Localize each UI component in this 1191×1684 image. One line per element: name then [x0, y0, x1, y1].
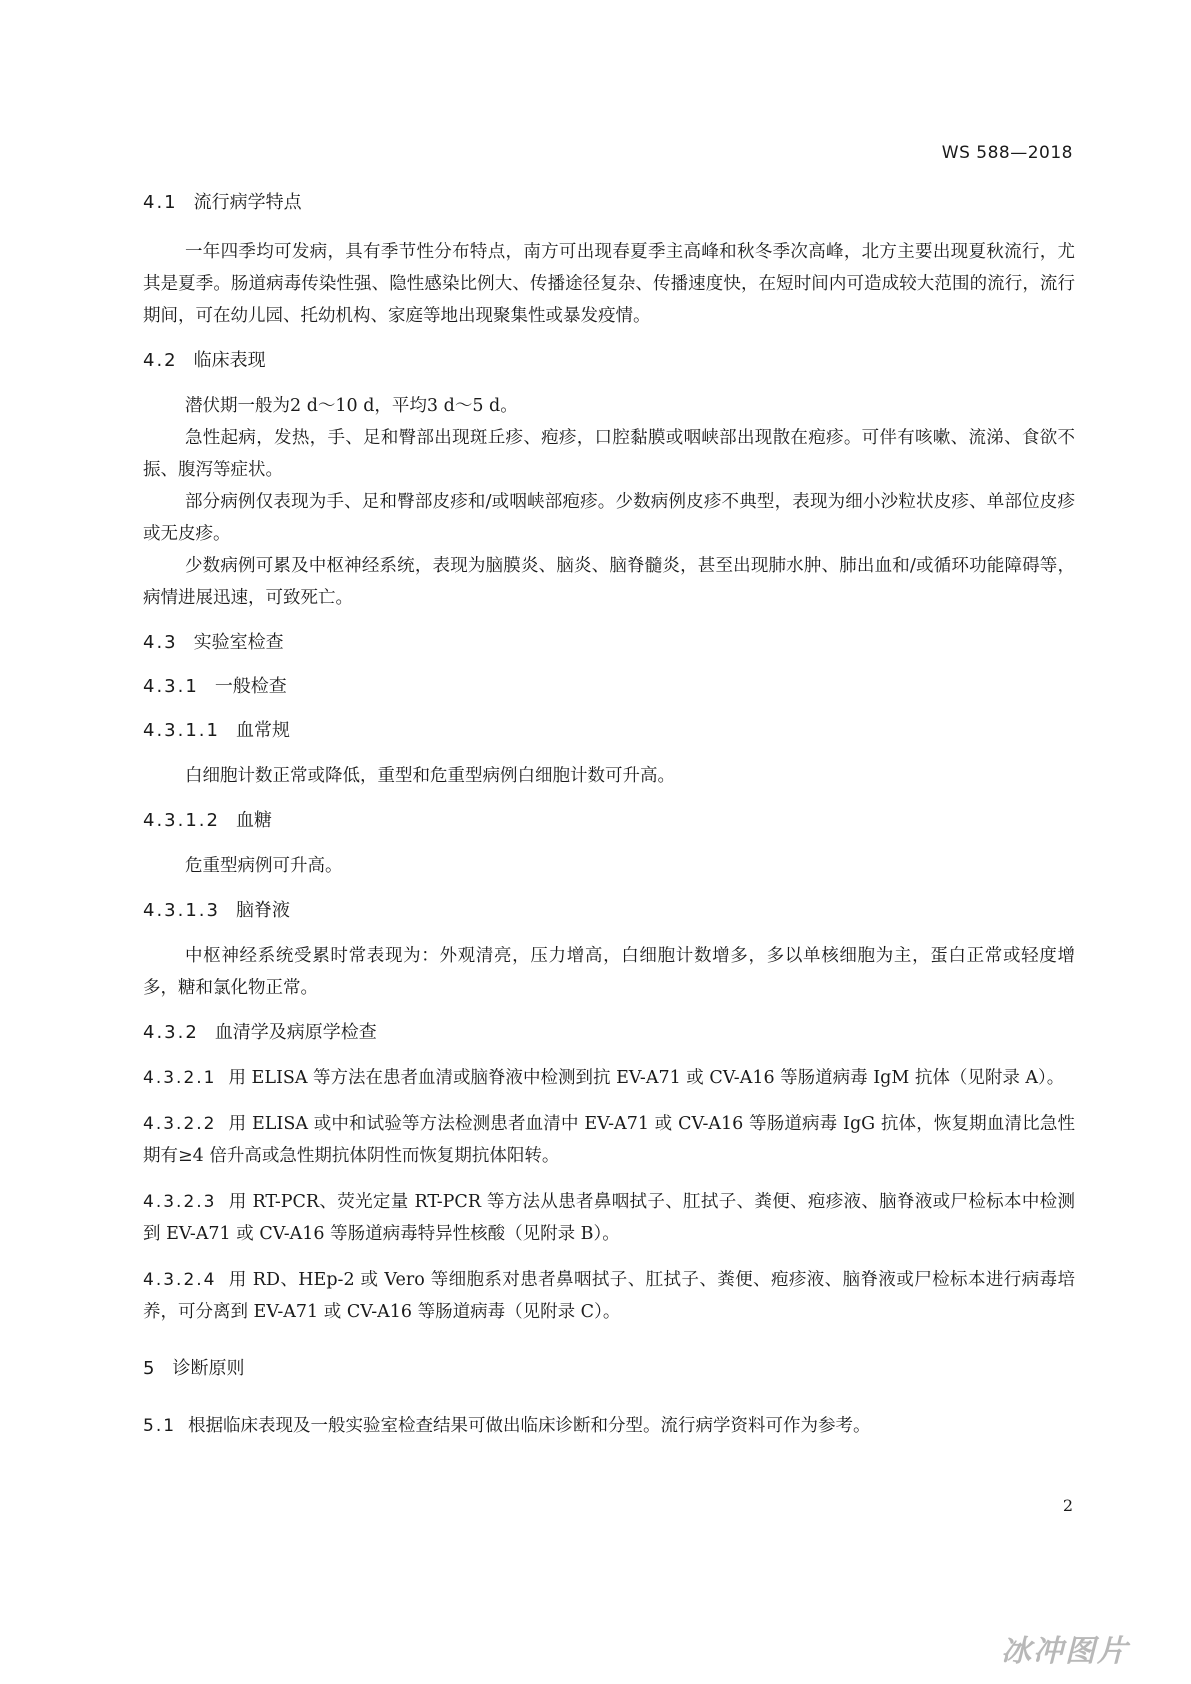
clause-number: 4.3.2.1: [143, 1068, 217, 1088]
section-title: 实验室检查: [193, 632, 284, 653]
document-content: [143, 188, 1075, 1442]
section-title: 血清学及病原学检查: [214, 1022, 377, 1043]
paragraph: 危重型病例可升高。: [185, 856, 343, 876]
section-heading-4-3: [143, 628, 1075, 658]
watermark: 冰冲图片: [1001, 1634, 1129, 1669]
clause-text: 用 RT-PCR、荧光定量 RT-PCR 等方法从患者鼻咽拭子、肛拭子、粪便、疱疹液、脑脊液或尸检标本中检测到 EV-A71 或 CV-A16 等肠道病毒特异性核酸（见附录 B）。: [143, 1192, 1075, 1244]
paragraph: 一年四季均可发病，具有季节性分布特点，南方可出现春夏季主高峰和秋冬季次高峰，北方主要出现夏秋流行，尤其是夏季。肠道病毒传染性强、隐性感染比例大、传播途径复杂、传播速度快，在短时间内可造成较大范围的流行，流行期间，可在幼儿园、托幼机构、家庭等地出现聚集性或暴发疫情。: [143, 242, 1075, 326]
paragraph: 白细胞计数正常或降低，重型和危重型病例白细胞计数可升高。: [185, 766, 675, 786]
numbered-clause-4-3-2-3: [143, 1186, 1075, 1250]
section-heading-4-3-2: [143, 1018, 1075, 1048]
section-number: 4.3.1: [143, 676, 199, 697]
paragraph: 急性起病，发热，手、足和臀部出现斑丘疹、疱疹，口腔黏膜或咽峡部出现散在疱疹。可伴有咳嗽、流涕、食欲不振、腹泻等症状。: [143, 428, 1075, 480]
section-number: 4.1: [143, 192, 178, 213]
section-number: 4.3.2: [143, 1022, 199, 1043]
section-heading-4-3-1-1: [143, 716, 1075, 746]
section-heading-4-3-1: [143, 672, 1075, 702]
section-number: 4.2: [143, 350, 178, 371]
section-heading-4-1: [143, 188, 1075, 218]
paragraph: 少数病例可累及中枢神经系统，表现为脑膜炎、脑炎、脑脊髓炎，甚至出现肺水肿、肺出血和/或循环功能障碍等，病情进展迅速，可致死亡。: [143, 556, 1075, 608]
numbered-clause-4-3-2-2: [143, 1108, 1075, 1172]
section-number: 4.3.1.2: [143, 810, 220, 831]
clause-text: 根据临床表现及一般实验室检查结果可做出临床诊断和分型。流行病学资料可作为参考。: [188, 1416, 871, 1436]
paragraph: 潜伏期一般为2 d～10 d，平均3 d～5 d。: [185, 396, 518, 416]
section-number: 4.3.1.3: [143, 900, 220, 921]
section-title: 脑脊液: [235, 900, 290, 921]
section-title: 血糖: [235, 810, 272, 831]
section-number: 4.3.1.1: [143, 720, 220, 741]
numbered-clause-5-1: [143, 1410, 1075, 1442]
section-number: 4.3: [143, 632, 178, 653]
clause-number: 5.1: [143, 1416, 177, 1436]
section-heading-4-3-1-3: [143, 896, 1075, 926]
standard-code: WS 588—2018: [941, 143, 1073, 163]
section-heading-5: [143, 1354, 1075, 1384]
section-heading-4-2: [143, 346, 1075, 376]
clause-text: 用 ELISA 或中和试验等方法检测患者血清中 EV-A71 或 CV-A16 等肠道病毒 IgG 抗体，恢复期血清比急性期有≥4 倍升高或急性期抗体阴性而恢复期抗体阳转。: [143, 1114, 1075, 1166]
paragraph: 中枢神经系统受累时常表现为：外观清亮，压力增高，白细胞计数增多，多以单核细胞为主，蛋白正常或轻度增多，糖和氯化物正常。: [143, 946, 1075, 998]
clause-number: 4.3.2.4: [143, 1270, 217, 1290]
section-title: 流行病学特点: [193, 192, 302, 213]
section-title: 诊断原则: [172, 1358, 245, 1379]
paragraph: 部分病例仅表现为手、足和臀部皮疹和/或咽峡部疱疹。少数病例皮疹不典型，表现为细小沙粒状皮疹、单部位皮疹或无皮疹。: [143, 492, 1075, 544]
numbered-clause-4-3-2-1: [143, 1062, 1075, 1094]
section-title: 临床表现: [193, 350, 266, 371]
section-title: 血常规: [235, 720, 290, 741]
clause-number: 4.3.2.2: [143, 1114, 217, 1134]
clause-text: 用 RD、HEp-2 或 Vero 等细胞系对患者鼻咽拭子、肛拭子、粪便、疱疹液、脑脊液或尸检标本进行病毒培养，可分离到 EV-A71 或 CV-A16 等肠道病毒（见附录 C）。: [143, 1270, 1075, 1322]
clause-text: 用 ELISA 等方法在患者血清或脑脊液中检测到抗 EV-A71 或 CV-A16 等肠道病毒 IgM 抗体（见附录 A）。: [228, 1068, 1065, 1088]
section-number: 5: [143, 1358, 157, 1379]
section-title: 一般检查: [214, 676, 287, 697]
numbered-clause-4-3-2-4: [143, 1264, 1075, 1328]
page-number: 2: [1062, 1496, 1073, 1515]
section-heading-4-3-1-2: [143, 806, 1075, 836]
clause-number: 4.3.2.3: [143, 1192, 217, 1212]
